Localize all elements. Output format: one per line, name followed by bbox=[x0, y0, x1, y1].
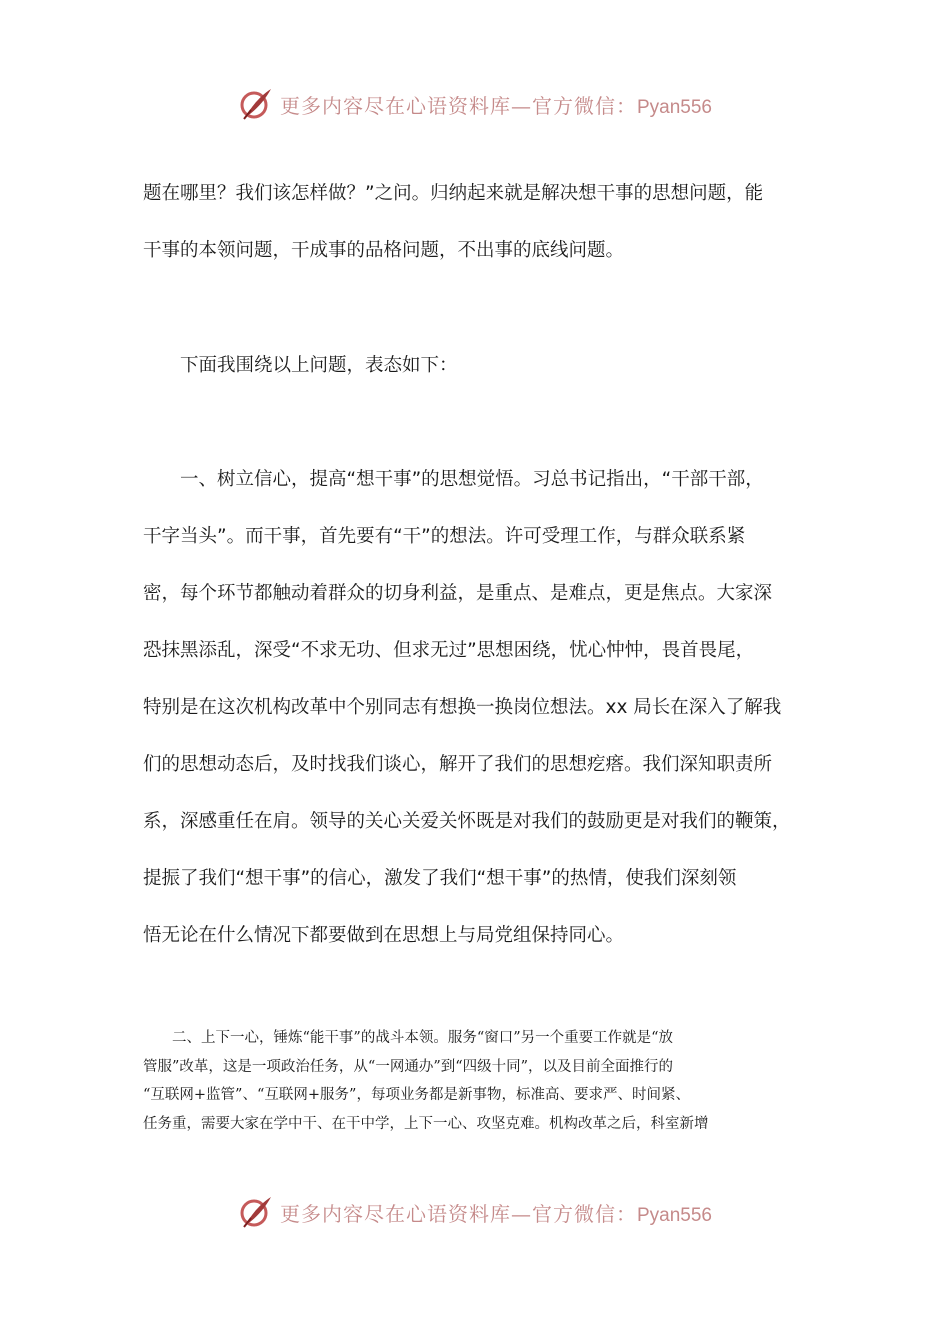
text-line: 特别是在这次机构改革中个别同志有想换一换岗位想法。xx 局长在深入了解我 bbox=[143, 697, 782, 718]
text-line: 提振了我们“想干事”的信心，激发了我们“想干事”的热情，使我们深刻领 bbox=[143, 868, 737, 889]
text-line: 恐抹黑添乱，深受“不求无功、但求无过”思想困绕，忧心忡忡，畏首畏尾， bbox=[143, 640, 755, 661]
banner-text bbox=[280, 90, 712, 119]
text-line: 干字当头”。而干事，首先要有“干”的想法。许可受理工作，与群众联系紧 bbox=[143, 526, 746, 547]
paragraph-1 bbox=[143, 165, 805, 279]
banner-title: 更多内容尽在心语资料库—官方微信： bbox=[279, 1201, 637, 1226]
text-line: 任务重，需要大家在学中干、在干中学，上下一心、攻坚克难。机构改革之后，科室新增 bbox=[143, 1115, 709, 1132]
banner-wechat-id: Pyan556 bbox=[636, 96, 712, 118]
footer-banner bbox=[0, 1192, 950, 1232]
text-line: 悟无论在什么情况下都要做到在思想上与局党组保持同心。 bbox=[143, 925, 625, 946]
text-line: 下面我围绕以上问题，表态如下： bbox=[143, 355, 458, 376]
banner-text bbox=[280, 1198, 712, 1227]
text-line: 二、上下一心，锤炼“能干事”的战斗本领。服务“窗口”另一个重要工作就是“放 bbox=[143, 1030, 674, 1046]
text-line: 系，深感重任在肩。领导的关心关爱关怀既是对我们的鼓励更是对我们的鞭策， bbox=[143, 811, 791, 832]
text-line: 干事的本领问题，干成事的品格问题，不出事的底线问题。 bbox=[143, 240, 625, 261]
paragraph-2 bbox=[143, 337, 805, 394]
header-banner bbox=[0, 84, 950, 124]
text-line: 密，每个环节都触动着群众的切身利益，是重点、是难点，更是焦点。大家深 bbox=[143, 583, 773, 604]
text-line: 一、树立信心，提高“想干事”的思想觉悟。习总书记指出，“干部干部， bbox=[143, 469, 764, 490]
banner-title: 更多内容尽在心语资料库—官方微信： bbox=[279, 93, 637, 118]
text-line: “互联网+监管”、“互联网+服务”，每项业务都是新事物，标准高、要求严、时间紧、 bbox=[143, 1087, 690, 1103]
paragraph-4 bbox=[143, 1024, 805, 1138]
text-line: 们的思想动态后，及时找我们谈心，解开了我们的思想疙瘩。我们深知职责所 bbox=[143, 754, 773, 775]
quill-logo-icon bbox=[238, 86, 274, 122]
paragraph-3 bbox=[143, 451, 805, 964]
quill-logo-icon bbox=[238, 1194, 274, 1230]
text-line: 题在哪里？我们该怎样做？”之问。归纳起来就是解决想干事的思想问题，能 bbox=[143, 183, 764, 204]
banner-wechat-id: Pyan556 bbox=[636, 1204, 712, 1226]
text-line: 管服”改革，这是一项政治任务，从“一网通办”到“四级十同”，以及目前全面推行的 bbox=[143, 1058, 674, 1075]
